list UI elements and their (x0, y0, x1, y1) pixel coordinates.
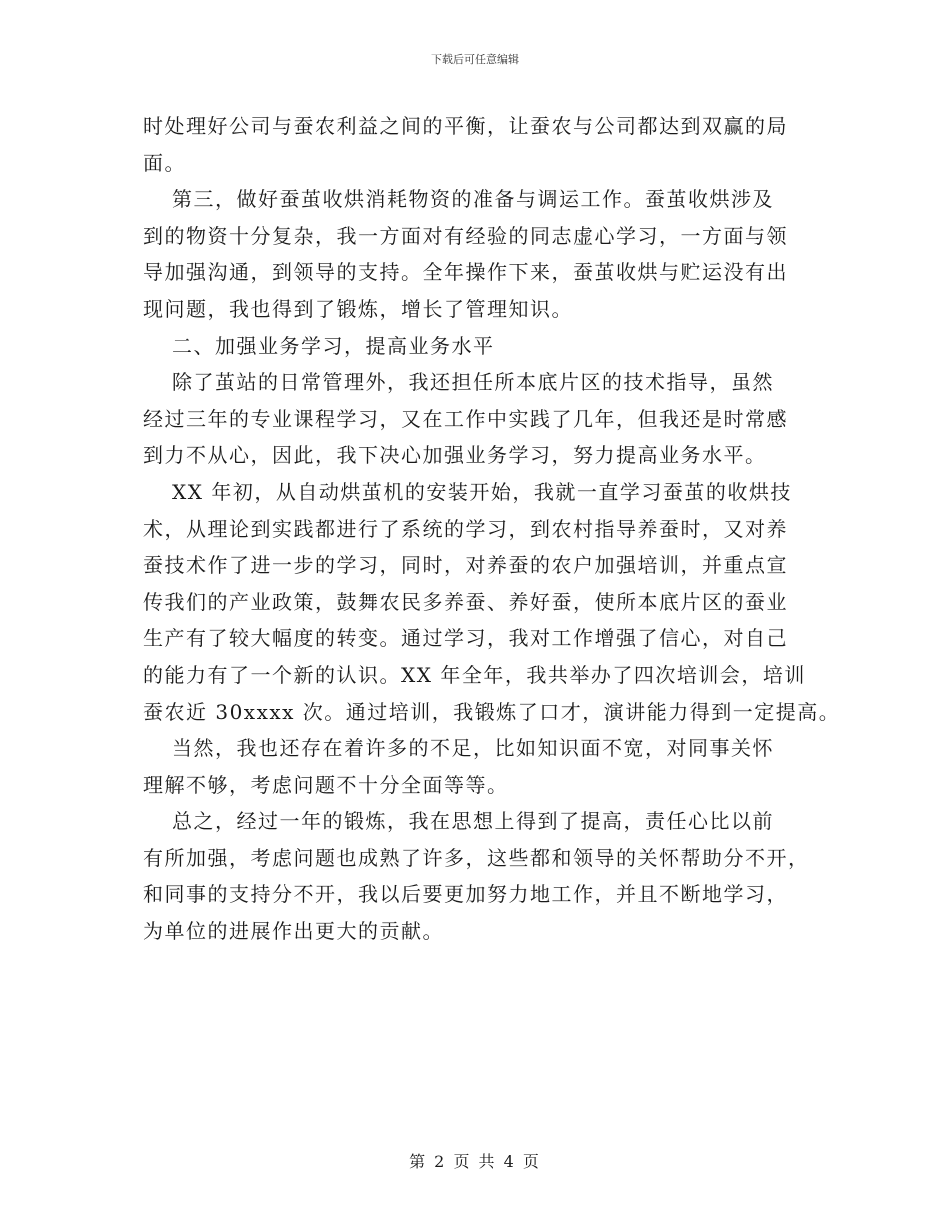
text-line: 和同事的支持分不开，我以后要更加努力地工作，并且不断地学习， (143, 882, 788, 907)
text-line: 术，从理论到实践都进行了系统的学习，到农村指导养蚕时，又对养 (143, 516, 788, 541)
paragraph-first-line: 当然，我也还存在着许多的不足，比如知识面不宽，对同事关怀 (172, 736, 774, 761)
paragraph-first-line: 除了茧站的日常管理外，我还担任所本底片区的技术指导，虽然 (172, 370, 774, 395)
text-line: 的能力有了一个新的认识。XX 年全年，我共举办了四次培训会，培训 (143, 662, 806, 687)
paragraph-first-line: 第三，做好蚕茧收烘消耗物资的准备与调运工作。蚕茧收烘涉及 (172, 187, 774, 212)
text-line: 传我们的产业政策，鼓舞农民多养蚕、养好蚕，使所本底片区的蚕业 (143, 589, 788, 614)
text-line: 有所加强，考虑问题也成熟了许多，这些都和领导的关怀帮助分不开， (143, 845, 810, 870)
page-header: 下载后可任意编辑 (431, 53, 519, 66)
text-line: 生产有了较大幅度的转变。通过学习，我对工作增强了信心，对自己 (143, 626, 788, 651)
document-body (143, 108, 841, 950)
text-line: 到力不从心，因此，我下决心加强业务学习，努力提高业务水平。 (143, 443, 767, 468)
paragraph-first-line: 总之，经过一年的锻炼，我在思想上得到了提高，责任心比以前 (172, 809, 774, 834)
text-line: 现问题，我也得到了锻炼，增长了管理知识。 (143, 296, 573, 321)
text-line: 时处理好公司与蚕农利益之间的平衡，让蚕农与公司都达到双赢的局 (143, 114, 788, 138)
paragraph-first-line: XX 年初，从自动烘茧机的安装开始，我就一直学习蚕茧的收烘技 (172, 479, 792, 504)
page-footer: 第 2 页 共 4 页 (409, 1152, 541, 1171)
paragraph-first-line: 二、加强业务学习，提高业务水平 (172, 333, 495, 358)
text-line: 导加强沟通，到领导的支持。全年操作下来，蚕茧收烘与贮运没有出 (143, 260, 788, 285)
text-line: 蚕技术作了进一步的学习，同时，对养蚕的农户加强培训，并重点宣 (143, 553, 788, 578)
text-line: 理解不够，考虑问题不十分全面等等。 (143, 772, 509, 797)
text-line: 面。 (143, 150, 186, 175)
text-line: 蚕农近 30xxxx 次。通过培训，我锻炼了口才，演讲能力得到一定提高。 (143, 699, 841, 724)
text-line: 到的物资十分复杂，我一方面对有经验的同志虚心学习，一方面与领 (143, 223, 788, 248)
text-line: 经过三年的专业课程学习，又在工作中实践了几年，但我还是时常感 (143, 406, 788, 431)
text-line: 为单位的进展作出更大的贡献。 (143, 919, 444, 944)
